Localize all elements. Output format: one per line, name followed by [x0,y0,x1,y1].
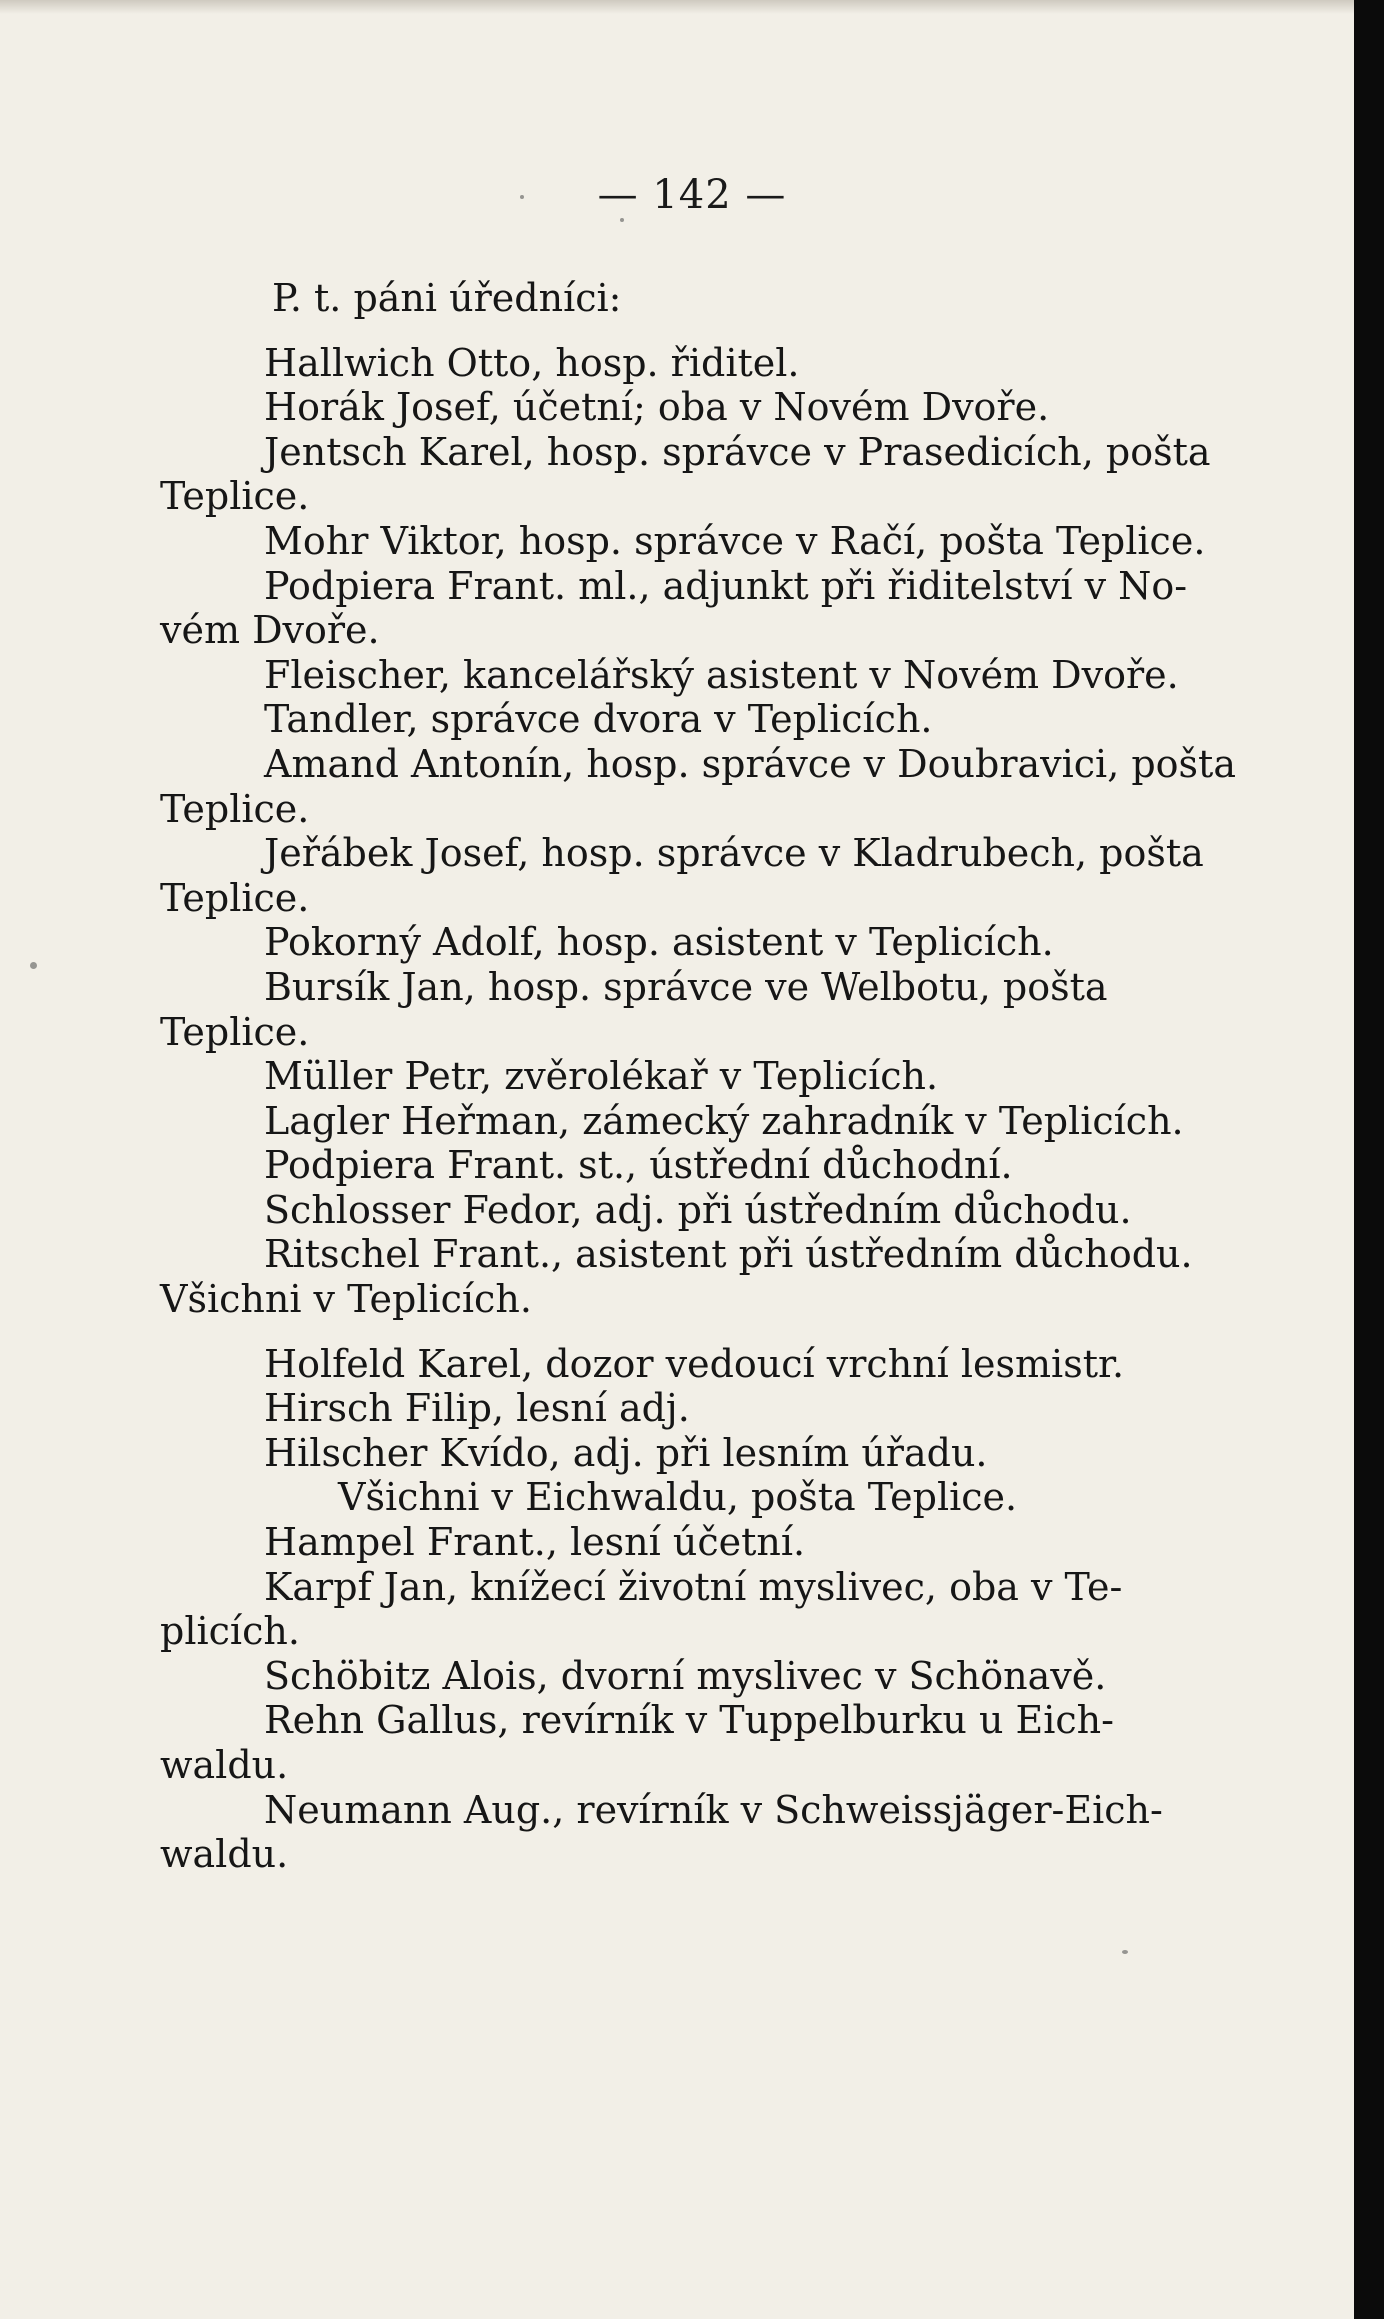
text-line: Pokorný Adolf, hosp. asistent v Teplicích. [264,920,1054,965]
page-number: — 142 — [597,172,787,218]
text-line: Neumann Aug., revírník v Schweissjäger-Eich- [264,1787,1163,1832]
text-line: Fleischer, kancelářský asistent v Novém Dvoře. [264,652,1179,697]
paper-speck [620,218,624,222]
text-line: Mohr Viktor, hosp. správce v Račí, pošta Teplice. [264,518,1206,563]
text-line: Lagler Heřman, zámecký zahradník v Teplicích. [264,1098,1184,1143]
page-binding-edge [1354,0,1384,2319]
text-line: Tandler, správce dvora v Teplicích. [264,697,933,742]
text-block [160,276,1236,1877]
text-line: Ritschel Frant., asistent při ústředním důchodu. [264,1232,1193,1277]
text-line: Podpiera Frant. st., ústřední důchodní. [264,1143,1013,1188]
text-line: Schöbitz Alois, dvorní myslivec v Schönavě. [264,1653,1107,1698]
text-line: Hampel Frant., lesní účetní. [264,1520,806,1565]
section-heading: P. t. páni úředníci: [272,276,622,320]
text-line: Jeřábek Josef, hosp. správce v Kladrubech, pošta [264,831,1204,876]
page-top-edge [0,0,1384,14]
text-line: Teplice. [160,875,310,920]
text-line: Teplice. [160,786,310,831]
text-line: Hilscher Kvído, adj. při lesním úřadu. [264,1430,988,1475]
text-line: Bursík Jan, hosp. správce ve Welbotu, pošta [264,964,1108,1009]
paper-speck [520,195,524,199]
text-line: Hallwich Otto, hosp. řiditel. [264,340,800,385]
text-line: Amand Antonín, hosp. správce v Doubravici, pošta [264,741,1236,786]
text-line: plicích. [160,1609,300,1654]
text-line: Podpiera Frant. ml., adjunkt při řiditelství v No- [264,563,1188,608]
text-line: Teplice. [160,1009,310,1054]
text-line: Schlosser Fedor, adj. při ústředním důchodu. [264,1187,1132,1232]
text-line: waldu. [160,1832,289,1877]
text-line: Müller Petr, zvěrolékař v Teplicích. [264,1054,939,1099]
text-line: Všichni v Eichwaldu, pošta Teplice. [338,1475,1018,1520]
text-line: Hirsch Filip, lesní adj. [264,1386,690,1431]
text-line: Horák Josef, účetní; oba v Novém Dvoře. [264,385,1050,430]
text-line: vém Dvoře. [160,608,380,653]
paper-speck [1122,1950,1128,1954]
text-line: Karpf Jan, knížecí životní myslivec, oba v Te- [264,1564,1123,1609]
text-line: waldu. [160,1743,289,1787]
text-line: Jentsch Karel, hosp. správce v Prasedicích, pošta [264,429,1211,474]
text-line: Všichni v Teplicích. [160,1277,532,1322]
text-line: Rehn Gallus, revírník v Tuppelburku u Eich- [264,1698,1114,1743]
text-line: Teplice. [160,474,310,519]
paper-speck [30,962,37,969]
text-line: Holfeld Karel, dozor vedoucí vrchní lesmistr. [264,1341,1125,1386]
